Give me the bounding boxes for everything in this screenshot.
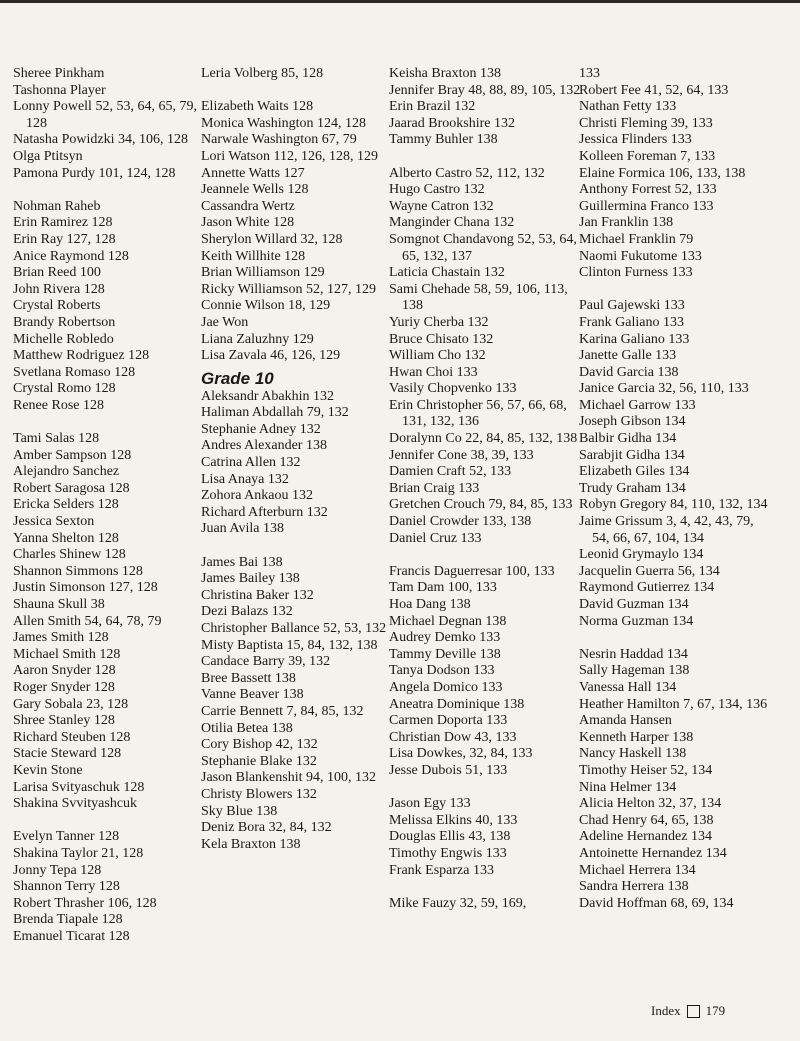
index-entry: Brian Craig 133 xyxy=(389,480,480,496)
index-entry: Shree Stanley 128 xyxy=(13,713,115,729)
index-entry: Lisa Zavala 46, 126, 129 xyxy=(201,348,341,364)
index-entry: Sherylon Willard 32, 128 xyxy=(201,231,343,247)
index-entry: James Bai 138 xyxy=(201,554,283,570)
index-entry: Leonid Grymaylo 134 xyxy=(579,547,704,563)
index-entry: Erin Christopher 56, 57, 66, 68, 131, 132, 136 xyxy=(389,397,567,430)
index-entry: Ricky Williamson 52, 127, 129 xyxy=(201,281,376,297)
index-entry: Raymond Gutierrez 134 xyxy=(579,580,715,596)
index-entry: Christy Blowers 132 xyxy=(201,786,317,802)
index-entry: Trudy Graham 134 xyxy=(579,480,686,496)
index-entry: 133 xyxy=(579,66,600,81)
index-entry: Hugo Castro 132 xyxy=(389,182,485,198)
section-gap xyxy=(579,282,771,299)
section-gap xyxy=(13,182,205,199)
index-entry: Sarabjit Gidha 134 xyxy=(579,447,685,463)
index-entry: Frank Galiano 133 xyxy=(579,314,684,330)
index-column-1 xyxy=(13,66,205,945)
index-entry: Carmen Doporta 133 xyxy=(389,713,508,729)
section-gap xyxy=(389,149,581,166)
index-entry: Wayne Catron 132 xyxy=(389,198,494,214)
index-entry: Vasily Chopvenko 133 xyxy=(389,381,517,397)
index-entry: Janice Garcia 32, 56, 110, 133 xyxy=(579,381,749,397)
index-entry: Brenda Tiapale 128 xyxy=(13,912,123,928)
index-entry: Melissa Elkins 40, 133 xyxy=(389,812,518,828)
index-column-4 xyxy=(579,66,771,912)
index-entry: William Cho 132 xyxy=(389,348,486,364)
index-entry: Nina Helmer 134 xyxy=(579,779,677,795)
index-entry: Kevin Stone xyxy=(13,762,83,778)
section-gap xyxy=(389,547,581,564)
index-entry: Jaarad Brookshire 132 xyxy=(389,115,515,131)
index-entry: Carrie Bennett 7, 84, 85, 132 xyxy=(201,703,364,719)
index-entry: Anthony Forrest 52, 133 xyxy=(579,182,717,198)
index-entry: James Smith 128 xyxy=(13,630,109,646)
index-entry: Natasha Powidzki 34, 106, 128 xyxy=(13,132,188,148)
index-entry: Timothy Heiser 52, 134 xyxy=(579,762,713,778)
index-entry: Zohora Ankaou 132 xyxy=(201,488,313,504)
index-entry: Lisa Anaya 132 xyxy=(201,471,289,487)
index-entry: Norma Guzman 134 xyxy=(579,613,694,629)
index-entry: Antoinette Hernandez 134 xyxy=(579,845,727,861)
index-entry: Jessica Sexton xyxy=(13,514,95,530)
index-entry: Jason Egy 133 xyxy=(389,796,471,812)
index-entry: Elizabeth Waits 128 xyxy=(201,99,314,115)
index-entry: Frank Esparza 133 xyxy=(389,862,494,878)
index-entry: Matthew Rodriguez 128 xyxy=(13,348,150,364)
index-entry: Christina Baker 132 xyxy=(201,587,314,603)
index-entry: Jessica Flinders 133 xyxy=(579,132,692,148)
index-entry: Somgnot Chandavong 52, 53, 64, 65, 132, 137 xyxy=(389,231,577,264)
index-entry: Justin Simonson 127, 128 xyxy=(13,580,158,596)
index-entry: Laticia Chastain 132 xyxy=(389,265,505,281)
index-entry: Sheree Pinkham xyxy=(13,66,105,81)
index-entry: Alejandro Sanchez xyxy=(13,464,120,480)
index-entry: Douglas Ellis 43, 138 xyxy=(389,829,511,845)
index-entry: Candace Barry 39, 132 xyxy=(201,654,331,670)
index-entry: Shakina Svvityashcuk xyxy=(13,796,138,812)
index-entry: Robert Thrasher 106, 128 xyxy=(13,895,157,911)
index-entry: Hwan Choi 133 xyxy=(389,364,478,380)
index-entry: Lonny Powell 52, 53, 64, 65, 79, 128 xyxy=(13,99,197,131)
index-entry: Juan Avila 138 xyxy=(201,521,284,537)
index-entry: Jan Franklin 138 xyxy=(579,215,674,231)
index-entry: Jennifer Bray 48, 88, 89, 105, 132 xyxy=(389,82,581,98)
section-gap xyxy=(201,538,393,555)
index-entry: Ericka Selders 128 xyxy=(13,497,119,513)
index-entry: Otilia Betea 138 xyxy=(201,720,293,736)
index-entry: Catrina Allen 132 xyxy=(201,455,301,471)
page-number: 179 xyxy=(705,1003,726,1018)
index-entry: Shannon Simmons 128 xyxy=(13,563,143,579)
index-entry: Erin Ramirez 128 xyxy=(13,215,113,231)
index-entry: Doralynn Co 22, 84, 85, 132, 138 xyxy=(389,431,578,447)
index-entry: David Guzman 134 xyxy=(579,597,689,612)
index-entry: Aleksandr Abakhin 132 xyxy=(201,388,334,404)
index-entry: Nohman Raheb xyxy=(13,198,101,214)
index-entry: Jae Won xyxy=(201,314,249,330)
index-entry: Evelyn Tanner 128 xyxy=(13,829,120,845)
index-entry: Deniz Bora 32, 84, 132 xyxy=(201,820,332,836)
index-entry: Tami Salas 128 xyxy=(13,431,100,447)
index-entry: Mike Fauzy 32, 59, 169, xyxy=(389,895,527,911)
section-gap xyxy=(13,414,205,431)
index-entry: Tashonna Player xyxy=(13,82,106,98)
index-entry: Christian Dow 43, 133 xyxy=(389,729,517,745)
index-entry: Michael Franklin 79 xyxy=(579,231,694,247)
index-entry: Jeannele Wells 128 xyxy=(201,182,309,198)
index-entry: Francis Daguerresar 100, 133 xyxy=(389,563,555,579)
index-entry: Svetlana Romaso 128 xyxy=(13,364,136,380)
index-entry: Guillermina Franco 133 xyxy=(579,198,714,214)
index-entry: Paul Gajewski 133 xyxy=(579,298,685,314)
index-entry: Janette Galle 133 xyxy=(579,348,677,364)
index-entry: Shakina Taylor 21, 128 xyxy=(13,845,144,861)
index-entry: Tam Dam 100, 133 xyxy=(389,580,497,596)
index-entry: Yuriy Cherba 132 xyxy=(389,314,489,330)
index-entry: Damien Craft 52, 133 xyxy=(389,464,512,480)
index-entry: Jason Blankenshit 94, 100, 132 xyxy=(201,770,376,786)
index-entry: Stephanie Blake 132 xyxy=(201,753,317,769)
index-entry: Michael Herrera 134 xyxy=(579,862,696,878)
index-entry: Tammy Deville 138 xyxy=(389,646,501,662)
index-entry: Karina Galiano 133 xyxy=(579,331,690,347)
index-entry: Keith Willhite 128 xyxy=(201,248,306,264)
index-entry: Lori Watson 112, 126, 128, 129 xyxy=(201,148,378,164)
index-column-3 xyxy=(389,66,581,912)
index-entry: Gary Sobala 23, 128 xyxy=(13,696,129,712)
index-entry: Roger Snyder 128 xyxy=(13,679,115,695)
footer-label: Index xyxy=(651,1003,681,1018)
index-entry: Michael Garrow 133 xyxy=(579,397,696,413)
index-entry: Robert Fee 41, 52, 64, 133 xyxy=(579,82,729,98)
index-entry: Joseph Gibson 134 xyxy=(579,414,686,430)
index-entry: Chad Henry 64, 65, 138 xyxy=(579,812,714,828)
index-entry: Crystal Romo 128 xyxy=(13,381,116,397)
index-entry: Erin Ray 127, 128 xyxy=(13,231,116,247)
section-gap xyxy=(389,879,581,896)
index-entry: Adeline Hernandez 134 xyxy=(579,829,712,845)
index-entry: Amber Sampson 128 xyxy=(13,447,132,463)
index-entry: Olga Ptitsyn xyxy=(13,148,83,164)
index-entry: Christi Fleming 39, 133 xyxy=(579,115,713,131)
index-entry: Jennifer Cone 38, 39, 133 xyxy=(389,447,534,463)
index-entry: Emanuel Ticarat 128 xyxy=(13,928,130,944)
index-entry: Allen Smith 54, 64, 78, 79 xyxy=(13,613,162,629)
index-entry: Stacie Steward 128 xyxy=(13,746,122,762)
index-entry: Renee Rose 128 xyxy=(13,397,104,413)
index-entry: Cassandra Wertz xyxy=(201,198,295,214)
index-entry: Jaime Grissum 3, 4, 42, 43, 79, 54, 66, 67, 104, 134 xyxy=(579,514,754,546)
index-entry: Timothy Engwis 133 xyxy=(389,845,507,861)
index-entry: Jacquelin Guerra 56, 134 xyxy=(579,563,720,579)
index-entry: Pamona Purdy 101, 124, 128 xyxy=(13,165,176,181)
index-entry: David Hoffman 68, 69, 134 xyxy=(579,895,734,911)
index-entry: Michelle Robledo xyxy=(13,331,114,347)
index-entry: Larisa Svityaschuk 128 xyxy=(13,779,145,795)
index-entry: Sandra Herrera 138 xyxy=(579,879,689,895)
index-entry: Michael Smith 128 xyxy=(13,646,121,662)
index-column-2 xyxy=(201,66,393,853)
index-entry: Michael Degnan 138 xyxy=(389,613,507,629)
index-entry: Vanessa Hall 134 xyxy=(579,679,677,695)
index-entry: Alberto Castro 52, 112, 132 xyxy=(389,165,545,181)
index-entry: Jonny Tepa 128 xyxy=(13,862,102,878)
index-entry: Angela Domico 133 xyxy=(389,679,503,695)
index-entry: Richard Steuben 128 xyxy=(13,729,131,745)
index-entry: Connie Wilson 18, 129 xyxy=(201,298,331,314)
index-entry: Aaron Snyder 128 xyxy=(13,663,116,679)
index-entry: Andres Alexander 138 xyxy=(201,438,327,454)
index-entry: Nathan Fetty 133 xyxy=(579,99,677,115)
index-entry: Jesse Dubois 51, 133 xyxy=(389,762,508,778)
index-entry: Richard Afterburn 132 xyxy=(201,504,328,520)
index-entry: Sky Blue 138 xyxy=(201,803,278,819)
index-entry: Kela Braxton 138 xyxy=(201,836,301,852)
index-entry: Erin Brazil 132 xyxy=(389,99,476,115)
section-gap xyxy=(13,813,205,830)
index-entry: Charles Shinew 128 xyxy=(13,547,126,563)
index-entry: Lisa Dowkes, 32, 84, 133 xyxy=(389,746,533,762)
index-entry: Brian Reed 100 xyxy=(13,265,101,281)
index-entry: Robyn Gregory 84, 110, 132, 134 xyxy=(579,497,768,513)
index-entry: Haliman Abdallah 79, 132 xyxy=(201,405,349,421)
index-entry: Daniel Cruz 133 xyxy=(389,530,482,546)
index-entry: Nancy Haskell 138 xyxy=(579,746,687,762)
index-entry: Leria Volberg 85, 128 xyxy=(201,66,324,81)
index-entry: Sami Chehade 58, 59, 106, 113, 138 xyxy=(389,281,568,314)
page-footer xyxy=(651,1003,725,1019)
grade-heading: Grade 10 xyxy=(201,368,274,388)
index-entry: Tanya Dodson 133 xyxy=(389,663,495,679)
index-entry: Keisha Braxton 138 xyxy=(389,66,501,81)
index-entry: Heather Hamilton 7, 67, 134, 136 xyxy=(579,696,768,712)
index-entry: Daniel Crowder 133, 138 xyxy=(389,514,532,530)
index-entry: Yanna Shelton 128 xyxy=(13,530,119,546)
index-entry: Alicia Helton 32, 37, 134 xyxy=(579,796,722,812)
index-entry: Stephanie Adney 132 xyxy=(201,421,321,437)
index-entry: Bree Bassett 138 xyxy=(201,670,296,686)
index-entry: Balbir Gidha 134 xyxy=(579,431,677,447)
index-entry: David Garcia 138 xyxy=(579,364,679,380)
index-entry: Jason White 128 xyxy=(201,215,295,231)
index-entry: Kenneth Harper 138 xyxy=(579,729,694,745)
index-entry: Vanne Beaver 138 xyxy=(201,687,304,703)
index-entry: Nesrin Haddad 134 xyxy=(579,646,688,662)
section-gap xyxy=(389,780,581,797)
index-entry: Narwale Washington 67, 79 xyxy=(201,132,357,148)
index-entry: Liana Zaluzhny 129 xyxy=(201,331,314,347)
index-entry: Manginder Chana 132 xyxy=(389,215,515,231)
index-entry: Audrey Demko 133 xyxy=(389,630,501,646)
index-entry: Bruce Chisato 132 xyxy=(389,331,494,347)
box-icon xyxy=(687,1005,700,1018)
index-entry: Elizabeth Giles 134 xyxy=(579,464,690,480)
index-entry: Brian Williamson 129 xyxy=(201,265,325,281)
index-entry: Kolleen Foreman 7, 133 xyxy=(579,148,716,164)
index-entry: Cory Bishop 42, 132 xyxy=(201,737,318,753)
index-entry: Annette Watts 127 xyxy=(201,165,305,181)
index-entry: Shauna Skull 38 xyxy=(13,597,105,612)
section-gap xyxy=(579,630,771,647)
index-entry: Naomi Fukutome 133 xyxy=(579,248,702,264)
index-entry: Aneatra Dominique 138 xyxy=(389,696,525,712)
section-gap xyxy=(201,83,393,100)
index-entry: Monica Washington 124, 128 xyxy=(201,115,367,131)
index-entry: Elaine Formica 106, 133, 138 xyxy=(579,165,746,181)
index-entry: Gretchen Crouch 79, 84, 85, 133 xyxy=(389,497,573,513)
index-entry: Shannon Terry 128 xyxy=(13,879,120,895)
index-entry: Brandy Robertson xyxy=(13,314,116,330)
index-entry: Robert Saragosa 128 xyxy=(13,480,130,496)
top-rule xyxy=(0,0,800,3)
index-entry: Christopher Ballance 52, 53, 132 xyxy=(201,621,387,636)
index-entry: Amanda Hansen xyxy=(579,713,672,729)
index-entry: Dezi Balazs 132 xyxy=(201,604,293,620)
index-entry: Anice Raymond 128 xyxy=(13,248,129,264)
index-entry: Misty Baptista 15, 84, 132, 138 xyxy=(201,637,378,653)
index-entry: John Rivera 128 xyxy=(13,281,105,297)
index-entry: Sally Hageman 138 xyxy=(579,663,690,679)
index-entry: Crystal Roberts xyxy=(13,298,101,314)
index-entry: Tammy Buhler 138 xyxy=(389,132,498,148)
index-entry: James Bailey 138 xyxy=(201,571,300,587)
index-entry: Hoa Dang 138 xyxy=(389,597,471,612)
index-entry: Clinton Furness 133 xyxy=(579,265,693,281)
